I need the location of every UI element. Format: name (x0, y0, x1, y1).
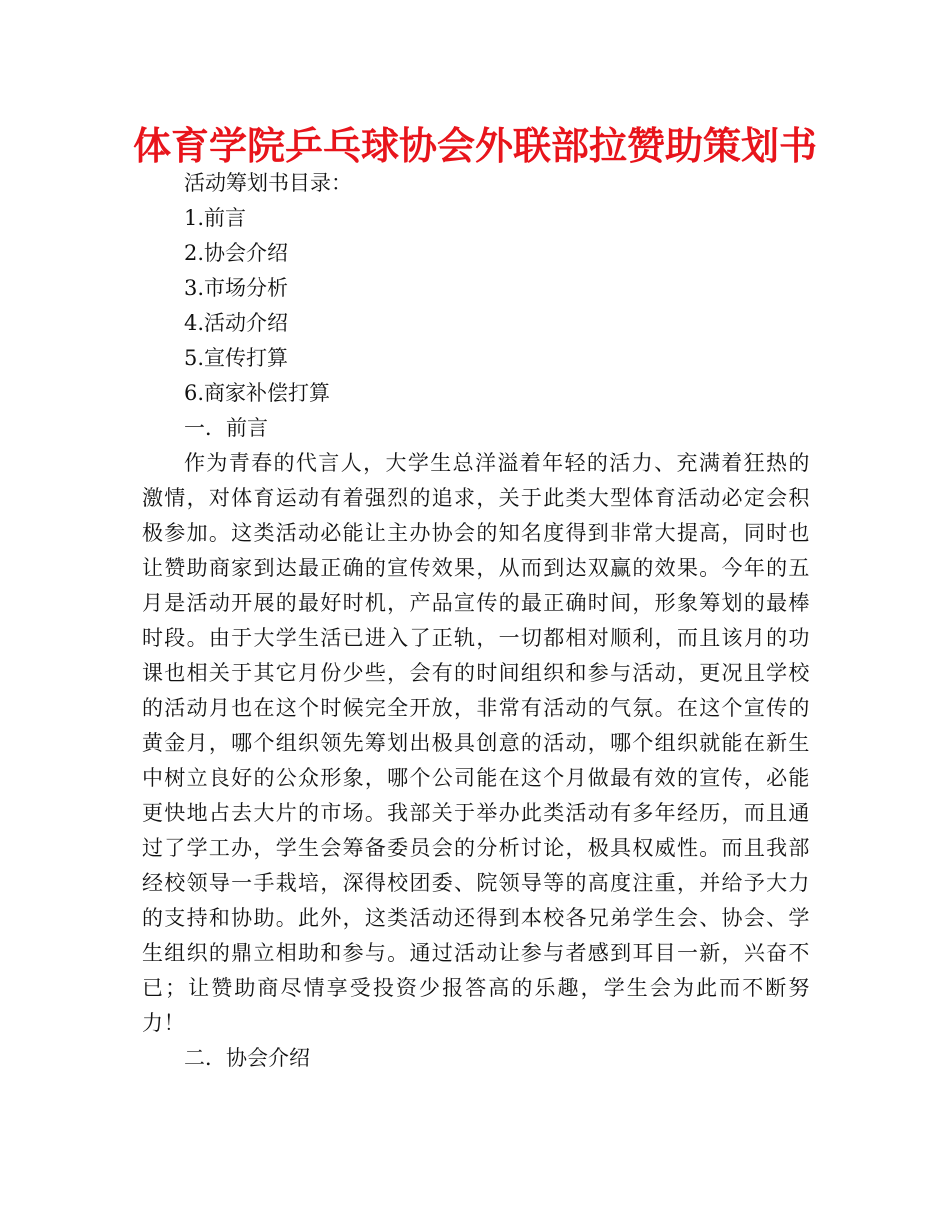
toc-item-6: 6.商家补偿打算 (184, 381, 331, 405)
toc-item-1: 1.前言 (184, 206, 247, 230)
toc-item-5: 5.宣传打算 (184, 346, 289, 370)
toc-item-2: 2.协会介绍 (184, 241, 289, 265)
section-heading-association: 二．协会介绍 (184, 1046, 310, 1070)
toc-heading: 活动筹划书目录： (184, 171, 352, 195)
document-title: 体育学院乒乓球协会外联部拉赞助策划书 (132, 124, 817, 168)
section-heading-preface: 一．前言 (184, 416, 268, 440)
document-body (142, 166, 810, 1076)
toc-item-3: 3.市场分析 (184, 276, 289, 300)
toc-item-4: 4.活动介绍 (184, 311, 289, 335)
preface-paragraph: 作为青春的代言人，大学生总洋溢着年轻的活力、充满着狂热的激情，对体育运动有着强烈的追求，关于此类大型体育活动必定会积极参加。这类活动必能让主办协会的知名度得到非常大提高，同时也让赞助商家到达最正确的宣传效果，从而到达双赢的效果。今年的五月是活动开展的最好时机，产品宣传的最正确时间，形象筹划的最棒时段。由于大学生活已进入了正轨，一切都相对顺利，而且该月的功课也相关于其它月份少些，会有的时间组织和参与活动，更况且学校的活动月也在这个时候完全开放，非常有活动的气氛。在这个宣传的黄金月，哪个组织领先筹划出极具创意的活动，哪个组织就能在新生中树立良好的公众形象，哪个公司能在这个月做最有效的宣传，必能更快地占去大片的市场。我部关于举办此类活动有多年经历，而且通过了学工办，学生会筹备委员会的分析讨论，极具权威性。而且我部经校领导一手栽培，深得校团委、院领导等的高度注重，并给予大力的支持和协助。此外，这类活动还得到本校各兄弟学生会、协会、学生组织的鼎立相助和参与。通过活动让参与者感到耳目一新，兴奋不已；让赞助商尽情享受投资少报答高的乐趣，学生会为此而不断努力！ (142, 451, 810, 1035)
